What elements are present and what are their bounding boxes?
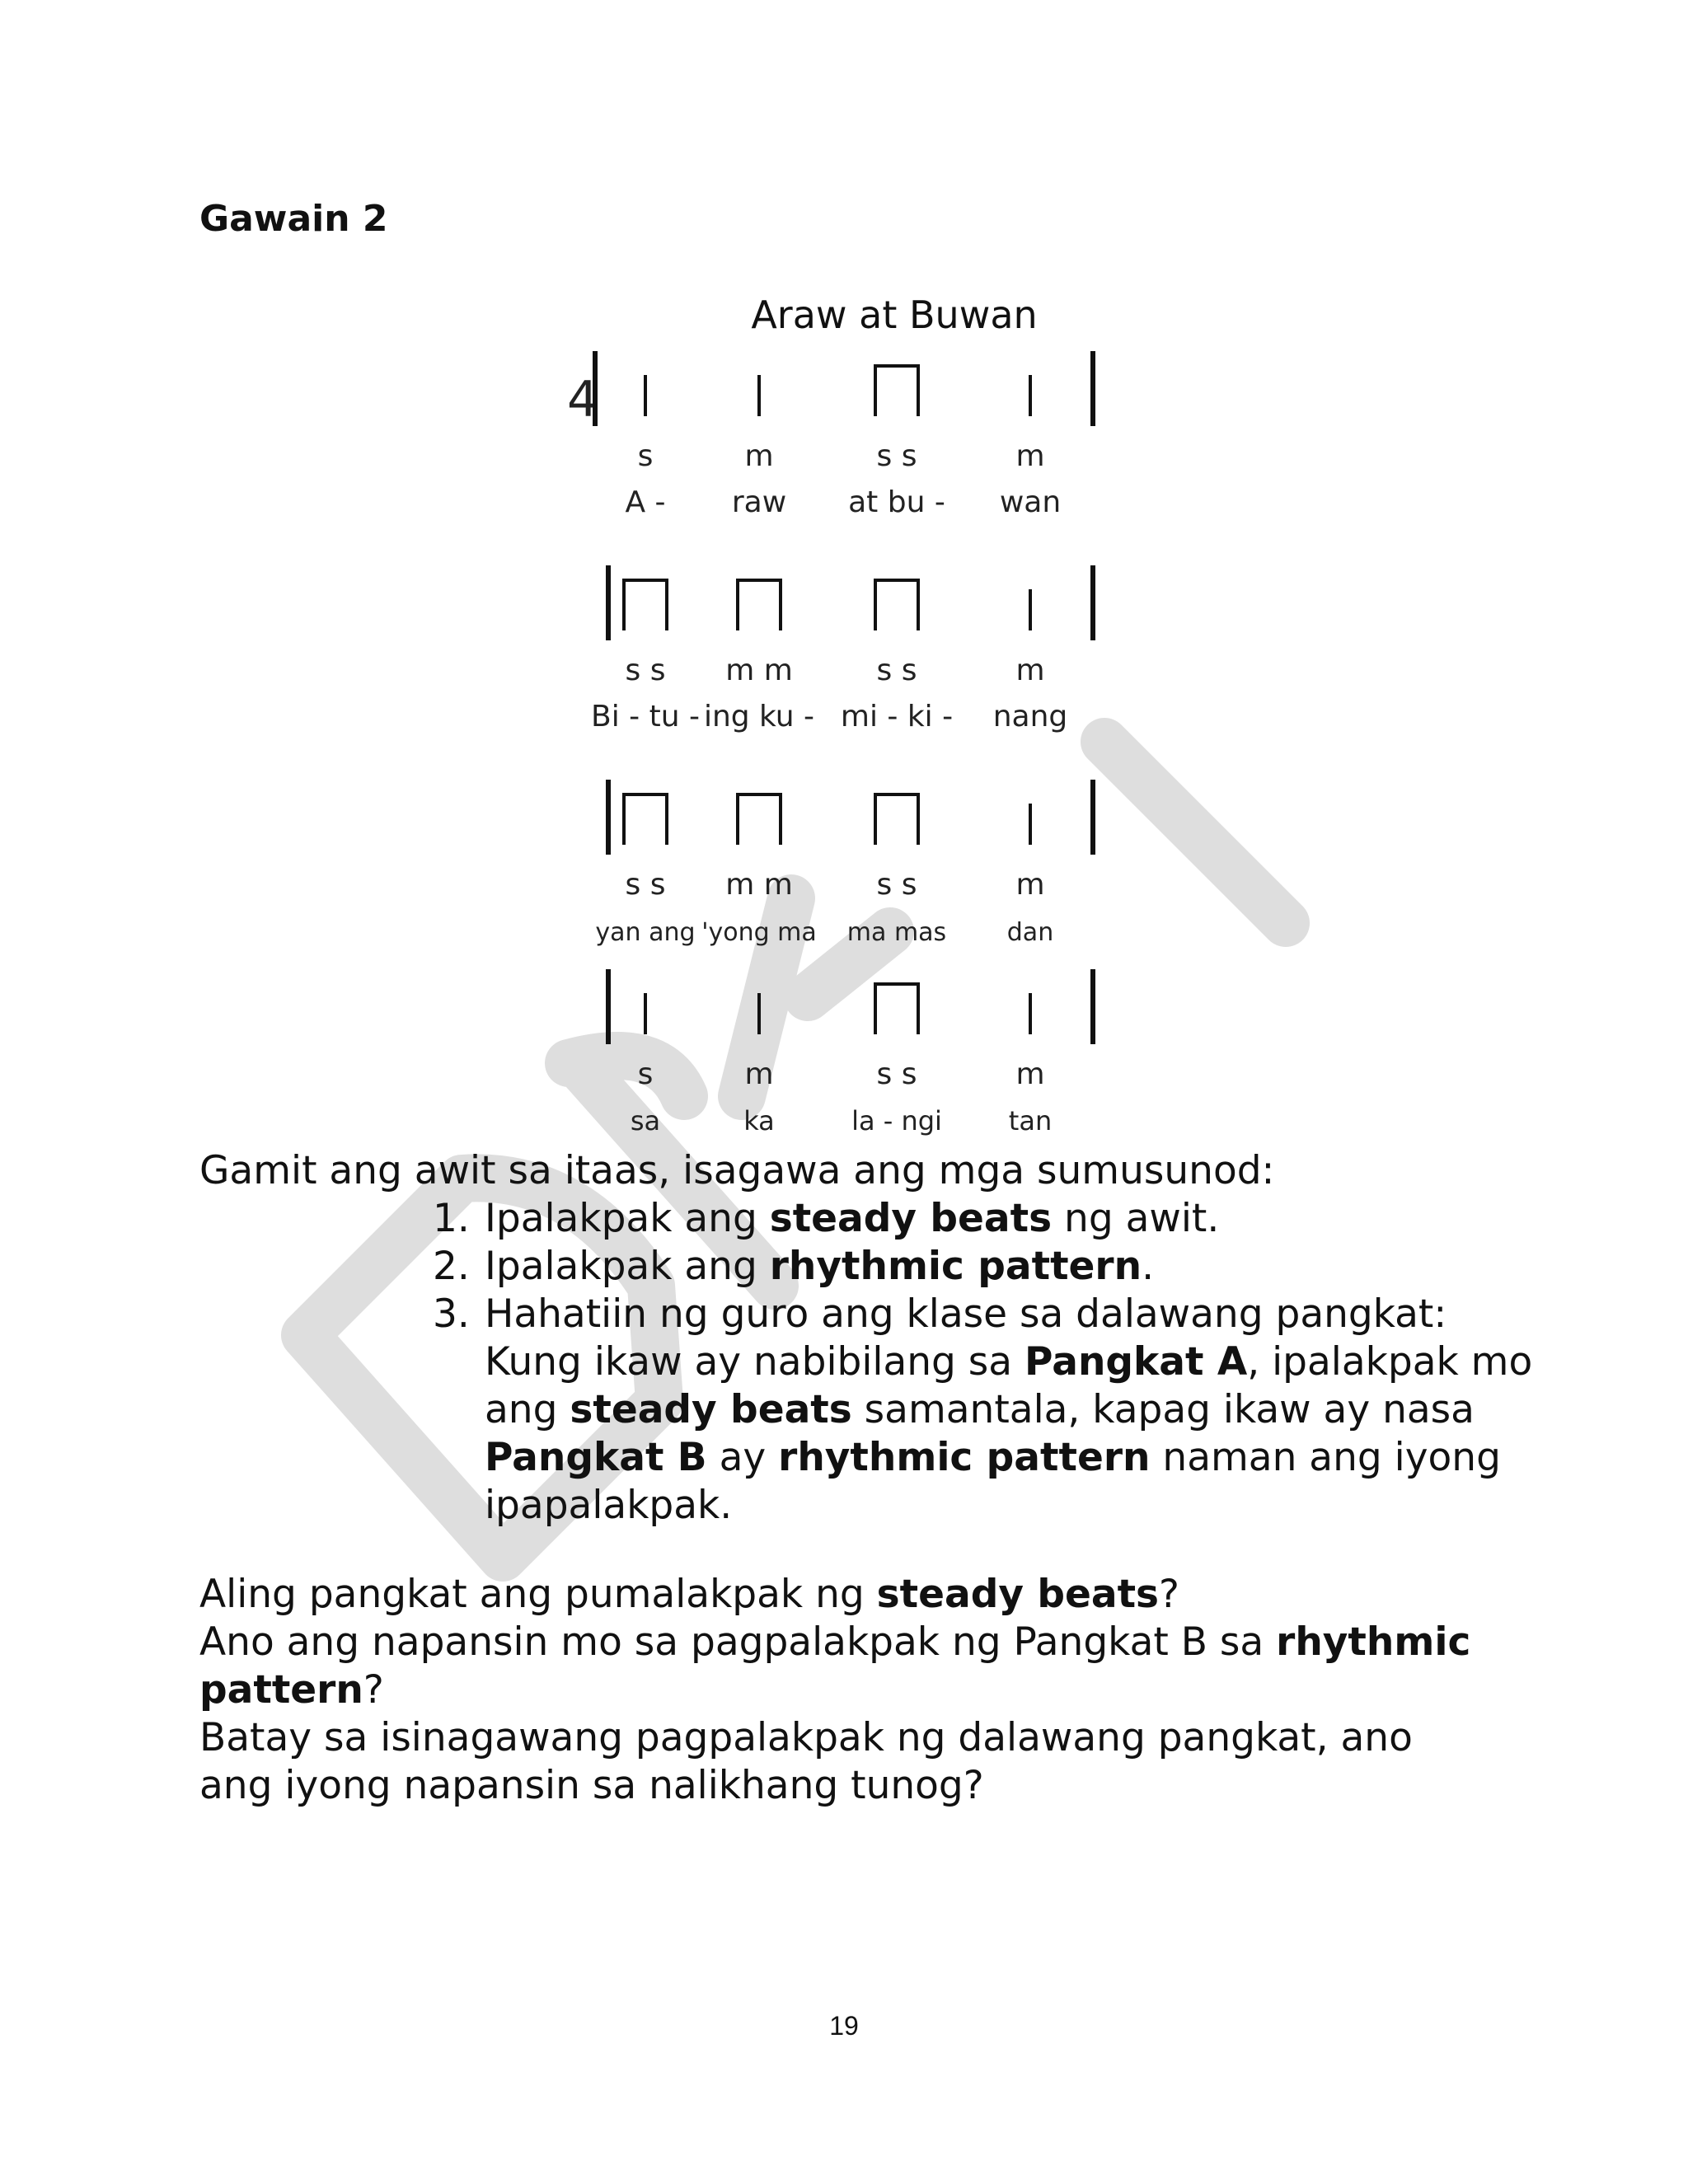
- eighth-note-pair: [875, 580, 918, 630]
- question-3-line-1: Batay sa isinagawang pagpalakpak ng dalawang pangkat, ano: [199, 1715, 1413, 1760]
- item-3-line-2: Kung ikaw ay nabibilang sa Pangkat A, ipalakpak mo: [485, 1339, 1533, 1385]
- solfege-syllable: m: [744, 439, 774, 473]
- item-text-bold: steady beats: [769, 1196, 1053, 1241]
- solfege-syllable: m m: [725, 654, 793, 687]
- lyric-syllable: sa: [630, 1105, 661, 1137]
- eighth-note-pair: [875, 984, 918, 1034]
- lyric-syllable: Bi - tu -: [591, 700, 700, 733]
- lyric-syllable: dan: [1006, 918, 1054, 947]
- question-3-line-2: ang iyong napansin sa nalikhang tunog?: [199, 1763, 984, 1808]
- solfege-syllable: s s: [876, 868, 917, 902]
- eighth-note-pair: [738, 794, 781, 845]
- solfege-syllable: m: [1015, 868, 1045, 902]
- item-3-line-4: Pangkat B ay rhythmic pattern naman ang iyong: [485, 1435, 1501, 1480]
- eighth-note-pair: [875, 794, 918, 845]
- questions-block: [199, 1571, 1470, 1810]
- solfege-syllable: s s: [625, 654, 666, 687]
- solfege-syllable: m m: [725, 868, 793, 902]
- lyric-syllable: la - ngi: [851, 1105, 942, 1137]
- item-number: 1.: [433, 1196, 470, 1241]
- time-signature: 4: [567, 371, 599, 429]
- lyric-syllable: wan: [999, 485, 1062, 519]
- question-1: Aling pangkat ang pumalakpak ng steady beats?: [199, 1572, 1179, 1617]
- item-text-bold: rhythmic pattern: [769, 1244, 1142, 1289]
- eighth-note-pair: [875, 366, 918, 416]
- solfege-syllable: s s: [876, 439, 917, 473]
- lyric-syllable: 'yong ma: [701, 918, 817, 947]
- lyric-syllable: nang: [992, 700, 1068, 733]
- question-2: Ano ang napansin mo sa pagpalakpak ng Pangkat B sa rhythmic: [199, 1619, 1471, 1665]
- lyric-syllable: yan ang: [595, 918, 696, 947]
- solfege-syllable: s s: [876, 1057, 917, 1091]
- item-text-pre: Ipalakpak ang: [485, 1196, 770, 1241]
- eighth-note-pair: [624, 580, 667, 630]
- solfege-syllable: m: [1015, 654, 1045, 687]
- item-3-line-1: Hahatiin ng guro ang klase sa dalawang pangkat:: [485, 1291, 1447, 1337]
- lyric-syllable: tan: [1008, 1105, 1053, 1137]
- item-text-post: .: [1142, 1244, 1155, 1289]
- lyric-syllable: at bu -: [848, 485, 945, 519]
- item-number: 3.: [433, 1291, 470, 1337]
- solfege-syllable: m: [1015, 1057, 1045, 1091]
- solfege-syllable: s s: [876, 654, 917, 687]
- item-number: 2.: [433, 1244, 470, 1289]
- eighth-note-pair: [624, 794, 667, 845]
- solfege-syllable: s s: [625, 868, 666, 902]
- lyric-syllable: raw: [731, 485, 787, 519]
- item-text-pre: Ipalakpak ang: [485, 1244, 770, 1289]
- song-title: Araw at Buwan: [751, 293, 1038, 337]
- question-2-cont: pattern?: [199, 1667, 384, 1713]
- activity-heading: Gawain 2: [199, 198, 388, 240]
- eighth-note-pair: [738, 580, 781, 630]
- solfege-syllable: s: [637, 439, 654, 473]
- solfege-syllable: m: [1015, 439, 1045, 473]
- item-3-line-5: ipapalakpak.: [485, 1483, 733, 1528]
- lyric-syllable: A -: [625, 485, 666, 519]
- item-3-line-3: ang steady beats samantala, kapag ikaw ay nasa: [485, 1387, 1475, 1432]
- lyric-syllable: ma mas: [846, 918, 947, 947]
- lyric-syllable: ing ku -: [703, 700, 815, 733]
- page-number: 19: [829, 2011, 859, 2041]
- solfege-syllable: m: [744, 1057, 774, 1091]
- solfege-syllable: s: [637, 1057, 654, 1091]
- instructions-intro: Gamit ang awit sa itaas, isagawa ang mga sumusunod:: [199, 1148, 1275, 1193]
- lyric-syllable: mi - ki -: [840, 700, 954, 733]
- item-text-post: ng awit.: [1052, 1196, 1220, 1241]
- lyric-syllable: ka: [743, 1105, 775, 1137]
